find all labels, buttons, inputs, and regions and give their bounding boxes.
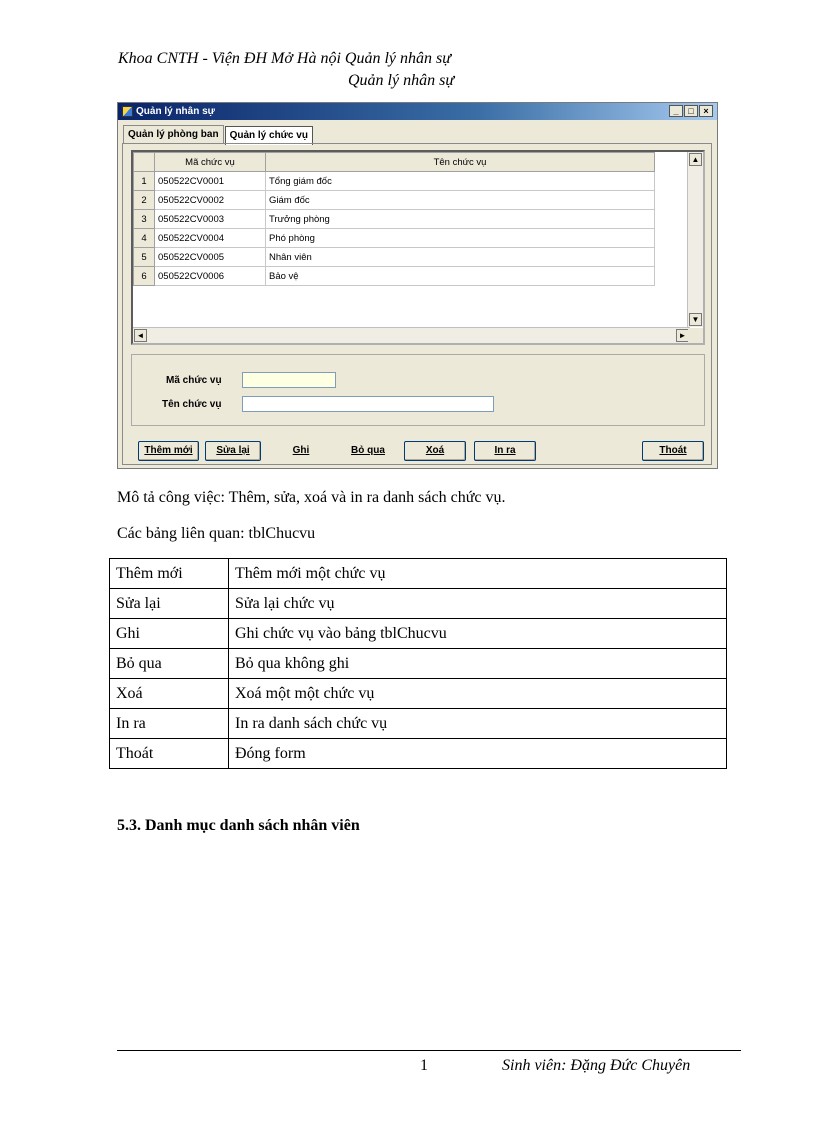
close-icon[interactable]: × [699,105,713,117]
grid-header-code[interactable]: Mã chức vụ [155,153,266,172]
cell-code[interactable]: 050522CV0001 [155,172,266,191]
window-title: Quản lý nhân sự [136,106,215,117]
function-action: Ghi [110,619,229,649]
header-line-2: Quản lý nhân sự [348,72,455,89]
window-controls [669,105,713,117]
horizontal-scrollbar[interactable] [133,327,690,343]
table-row [110,709,727,739]
cell-code[interactable]: 050522CV0004 [155,229,266,248]
cell-name[interactable]: Bảo vệ [266,267,655,286]
row-number: 2 [134,191,155,210]
table-row[interactable] [134,248,655,267]
edit-button-label: Sửa lại [216,445,250,456]
related-tables: Các bảng liên quan: tblChucvu [117,525,316,542]
cell-name[interactable]: Tổng giám đốc [266,172,655,191]
tab-department[interactable]: Quản lý phòng ban [123,125,224,144]
function-action: Bỏ qua [110,649,229,679]
save-button[interactable] [271,441,331,461]
table-row[interactable] [134,172,655,191]
row-number: 3 [134,210,155,229]
position-grid[interactable] [131,150,705,345]
table-row[interactable] [134,191,655,210]
row-number: 5 [134,248,155,267]
cell-code[interactable]: 050522CV0003 [155,210,266,229]
minimize-icon[interactable]: _ [669,105,683,117]
function-action: Thoát [110,739,229,769]
delete-button-label: Xoá [425,445,445,456]
vertical-scrollbar[interactable] [687,152,703,327]
function-action: In ra [110,709,229,739]
function-table [109,558,727,769]
cell-code[interactable]: 050522CV0005 [155,248,266,267]
window-titlebar [118,103,717,120]
row-number: 4 [134,229,155,248]
app-icon [122,106,133,117]
function-action: Sửa lại [110,589,229,619]
function-desc: Bỏ qua không ghi [229,649,727,679]
function-desc: Thêm mới một chức vụ [229,559,727,589]
cell-code[interactable]: 050522CV0002 [155,191,266,210]
scrollbar-corner [688,328,703,343]
table-row[interactable] [134,210,655,229]
footer-divider [117,1050,741,1051]
app-window [117,102,718,469]
row-number: 1 [134,172,155,191]
print-button[interactable] [474,441,536,461]
function-desc: Sửa lại chức vụ [229,589,727,619]
task-description: Mô tả công việc: Thêm, sửa, xoá và in ra danh sách chức vụ. [117,489,506,506]
edit-button[interactable] [205,441,261,461]
cell-name[interactable]: Phó phòng [266,229,655,248]
header-line-1: Khoa CNTH - Viện ĐH Mở Hà nội Quản lý nhân sự [118,50,451,67]
cell-name[interactable]: Nhân viên [266,248,655,267]
name-label: Tên chức vụ [162,399,222,410]
function-action: Thêm mới [110,559,229,589]
cell-code[interactable]: 050522CV0006 [155,267,266,286]
maximize-icon[interactable]: □ [684,105,698,117]
scroll-up-icon[interactable]: ▲ [689,153,702,166]
section-heading: 5.3. Danh mục danh sách nhân viên [117,817,360,834]
name-field[interactable] [242,396,494,412]
add-button[interactable] [138,441,199,461]
tab-strip [123,125,314,144]
scroll-down-icon[interactable]: ▼ [689,313,702,326]
print-button-label: In ra [494,445,516,456]
code-label: Mã chức vụ [166,375,222,386]
edit-form [131,354,705,426]
skip-button[interactable] [338,441,398,461]
table-row [110,619,727,649]
grid-header-row [134,153,655,172]
row-number: 6 [134,267,155,286]
function-action: Xoá [110,679,229,709]
save-button-label: Ghi [292,445,310,456]
scroll-right-icon[interactable]: ► [676,329,689,342]
cell-name[interactable]: Trưởng phòng [266,210,655,229]
page-number: 1 [420,1057,428,1074]
code-field[interactable] [242,372,336,388]
cell-name[interactable]: Giám đốc [266,191,655,210]
exit-button[interactable] [642,441,704,461]
add-button-label: Thêm mới [144,445,193,456]
function-desc: Đóng form [229,739,727,769]
table-row [110,589,727,619]
grid-header-name[interactable]: Tên chức vụ [266,153,655,172]
function-desc: In ra danh sách chức vụ [229,709,727,739]
skip-button-label: Bỏ qua [351,445,385,456]
table-row[interactable] [134,267,655,286]
tab-position[interactable]: Quản lý chức vụ [225,126,313,145]
exit-button-label: Thoát [659,445,687,456]
table-row [110,559,727,589]
function-desc: Ghi chức vụ vào bảng tblChucvu [229,619,727,649]
table-row [110,739,727,769]
delete-button[interactable] [404,441,466,461]
student-name: Sinh viên: Đặng Đức Chuyên [502,1057,691,1074]
table-row [110,679,727,709]
grid-corner-cell [134,153,155,172]
table-row [110,649,727,679]
tab-panel [122,143,712,465]
scroll-left-icon[interactable]: ◄ [134,329,147,342]
table-row[interactable] [134,229,655,248]
function-desc: Xoá một một chức vụ [229,679,727,709]
